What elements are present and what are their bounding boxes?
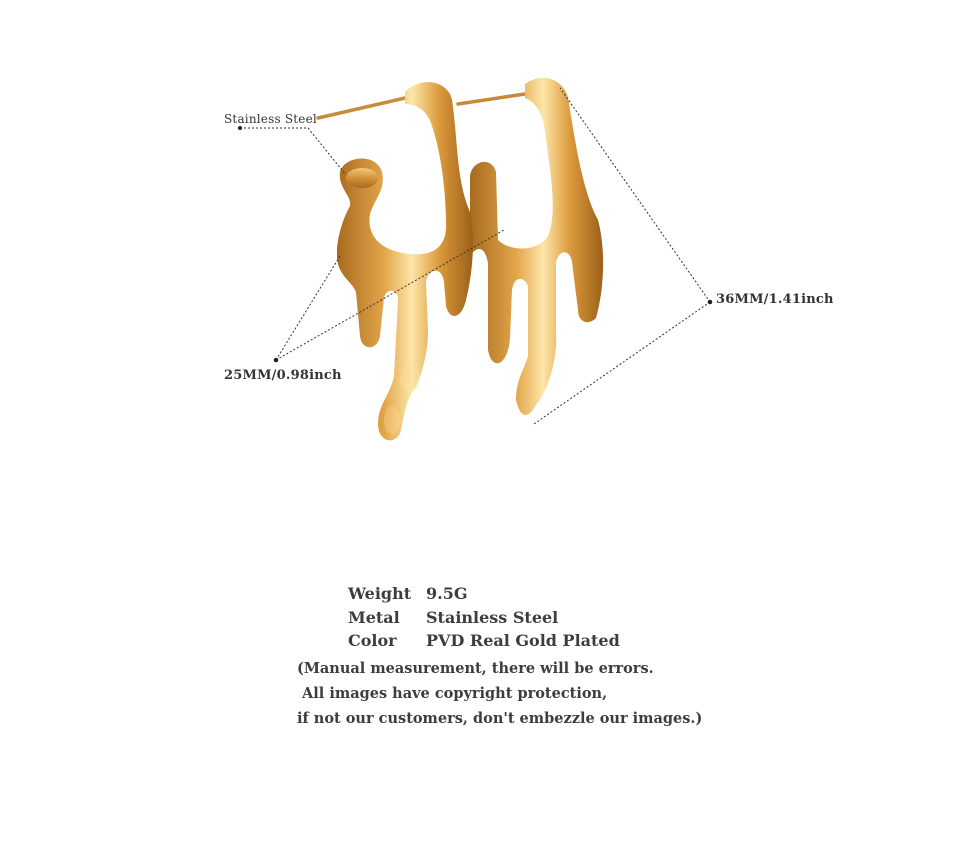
spec-row-metal [348, 606, 620, 630]
width-callout-label: 25MM/0.98inch [224, 368, 342, 383]
spec-key: Color [348, 631, 397, 650]
earring-front [318, 82, 473, 440]
spec-key: Weight [348, 584, 412, 603]
note-line: All images have copyright protection, [297, 685, 608, 702]
earring-back [458, 78, 603, 415]
spec-key: Metal [348, 607, 400, 627]
length-callout-label: 36MM/1.41inch [716, 292, 834, 307]
spec-table [348, 582, 620, 653]
material-callout-label: Stainless Steel [224, 112, 317, 126]
spec-value: PVD Real Gold Plated [426, 631, 620, 650]
note-line: (Manual measurement, there will be errors. [297, 660, 654, 677]
spec-value: Stainless Steel [426, 607, 559, 627]
spec-row-color [348, 629, 620, 653]
note-line: if not our customers, don't embezzle our images.) [297, 710, 703, 727]
spec-row-weight [348, 582, 620, 606]
spec-value: 9.5G [426, 584, 468, 603]
disclaimer-notes [297, 656, 702, 731]
